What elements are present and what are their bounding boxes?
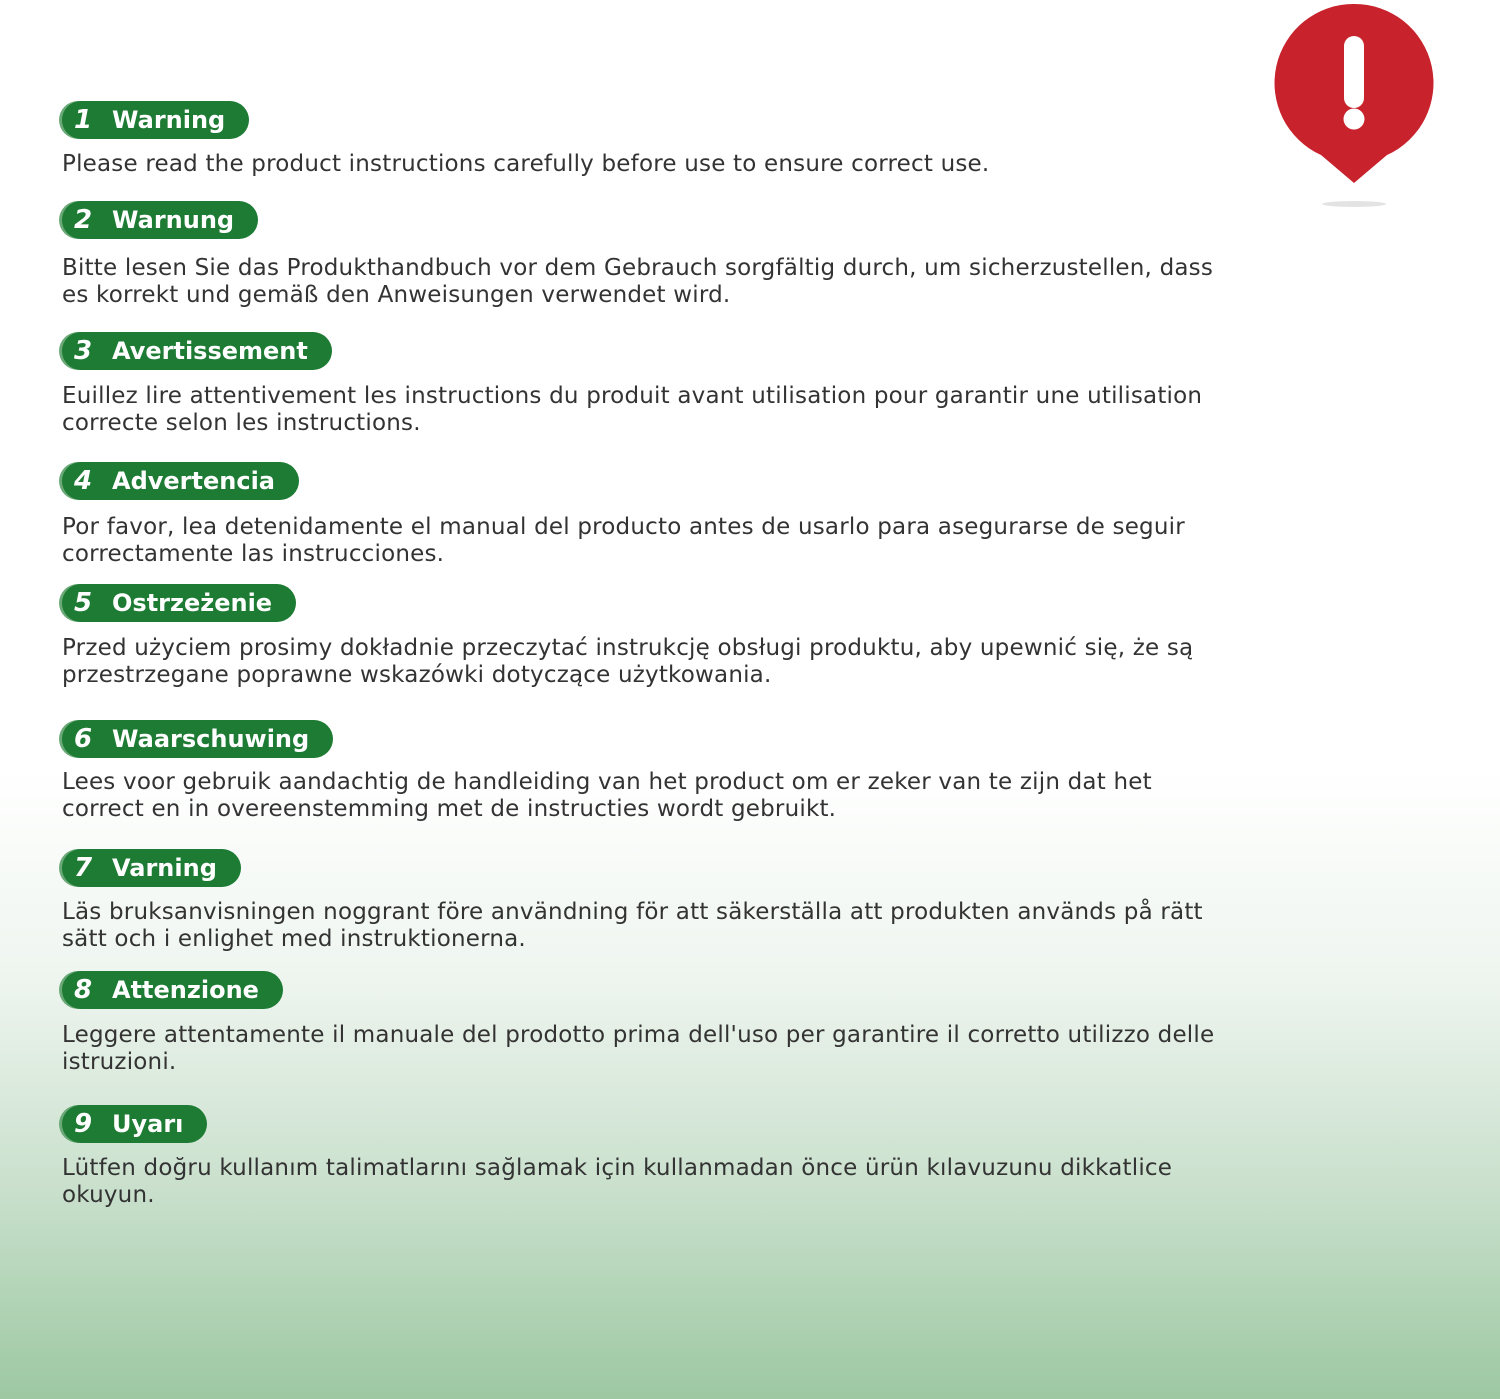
warning-section-it	[62, 971, 1232, 1076]
section-tag	[62, 584, 296, 622]
section-number: 5	[74, 588, 93, 618]
section-tag	[62, 720, 333, 758]
warning-section-pl	[62, 584, 1232, 689]
section-title: Warning	[112, 106, 226, 134]
warning-section-tr	[62, 1105, 1232, 1209]
section-text: Leggere attentamente il manuale del prodotto prima dell'uso per garantire il corretto utilizzo delle istruzioni.	[62, 1022, 1215, 1075]
warning-section-en	[62, 101, 1232, 178]
section-title: Warnung	[112, 206, 235, 234]
section-title: Uyarı	[112, 1110, 184, 1138]
warning-section-es	[62, 462, 1232, 568]
section-tag	[62, 101, 249, 139]
section-tag	[62, 849, 241, 887]
section-text: Läs bruksanvisningen noggrant före användning för att säkerställa att produkten används på rätt sätt och i enlighet med instruktionerna.	[62, 899, 1203, 952]
section-tag	[62, 201, 258, 239]
section-text: Przed użyciem prosimy dokładnie przeczytać instrukcję obsługi produktu, aby upewnić się, że są przestrzegane poprawne wskazówki dotyczące użytkowania.	[62, 635, 1194, 688]
exclamation-pin-icon	[1272, 2, 1436, 212]
section-title: Avertissement	[112, 337, 308, 365]
section-number: 2	[74, 205, 93, 235]
section-tag	[62, 332, 332, 370]
warning-section-de	[62, 201, 1232, 309]
section-title: Ostrzeżenie	[112, 589, 273, 617]
section-tag	[62, 971, 283, 1009]
section-number: 9	[74, 1109, 93, 1139]
warning-section-fr	[62, 332, 1232, 437]
section-text: Lees voor gebruik aandachtig de handleiding van het product om er zeker van te zijn dat het correct en in overeenstemming met de instructies wordt gebruikt.	[62, 769, 1152, 822]
section-number: 4	[74, 466, 93, 496]
section-number: 7	[74, 853, 93, 883]
section-text: Please read the product instructions carefully before use to ensure correct use.	[62, 151, 990, 177]
section-text: Por favor, lea detenidamente el manual del producto antes de usarlo para asegurarse de seguir correctamente las instrucciones.	[62, 514, 1185, 567]
section-number: 1	[74, 105, 93, 135]
warning-section-nl	[62, 720, 1232, 823]
section-text: Bitte lesen Sie das Produkthandbuch vor dem Gebrauch sorgfältig durch, um sicherzustellen, dass es korrekt und gemäß den Anweisungen verwendet wird.	[62, 255, 1214, 308]
section-tag	[62, 1105, 207, 1143]
section-tag	[62, 462, 299, 500]
section-number: 6	[74, 724, 93, 754]
section-text: Euillez lire attentivement les instructions du produit avant utilisation pour garantir une utilisation correcte selon les instructions.	[62, 383, 1203, 436]
section-number: 8	[74, 975, 93, 1005]
section-text: Lütfen doğru kullanım talimatlarını sağlamak için kullanmadan önce ürün kılavuzunu dikkatlice okuyun.	[62, 1155, 1173, 1208]
warning-section-sv	[62, 849, 1232, 953]
section-title: Advertencia	[112, 467, 275, 495]
section-number: 3	[74, 336, 93, 366]
section-title: Waarschuwing	[112, 725, 310, 753]
section-title: Attenzione	[112, 976, 259, 1004]
section-title: Varning	[112, 854, 217, 882]
